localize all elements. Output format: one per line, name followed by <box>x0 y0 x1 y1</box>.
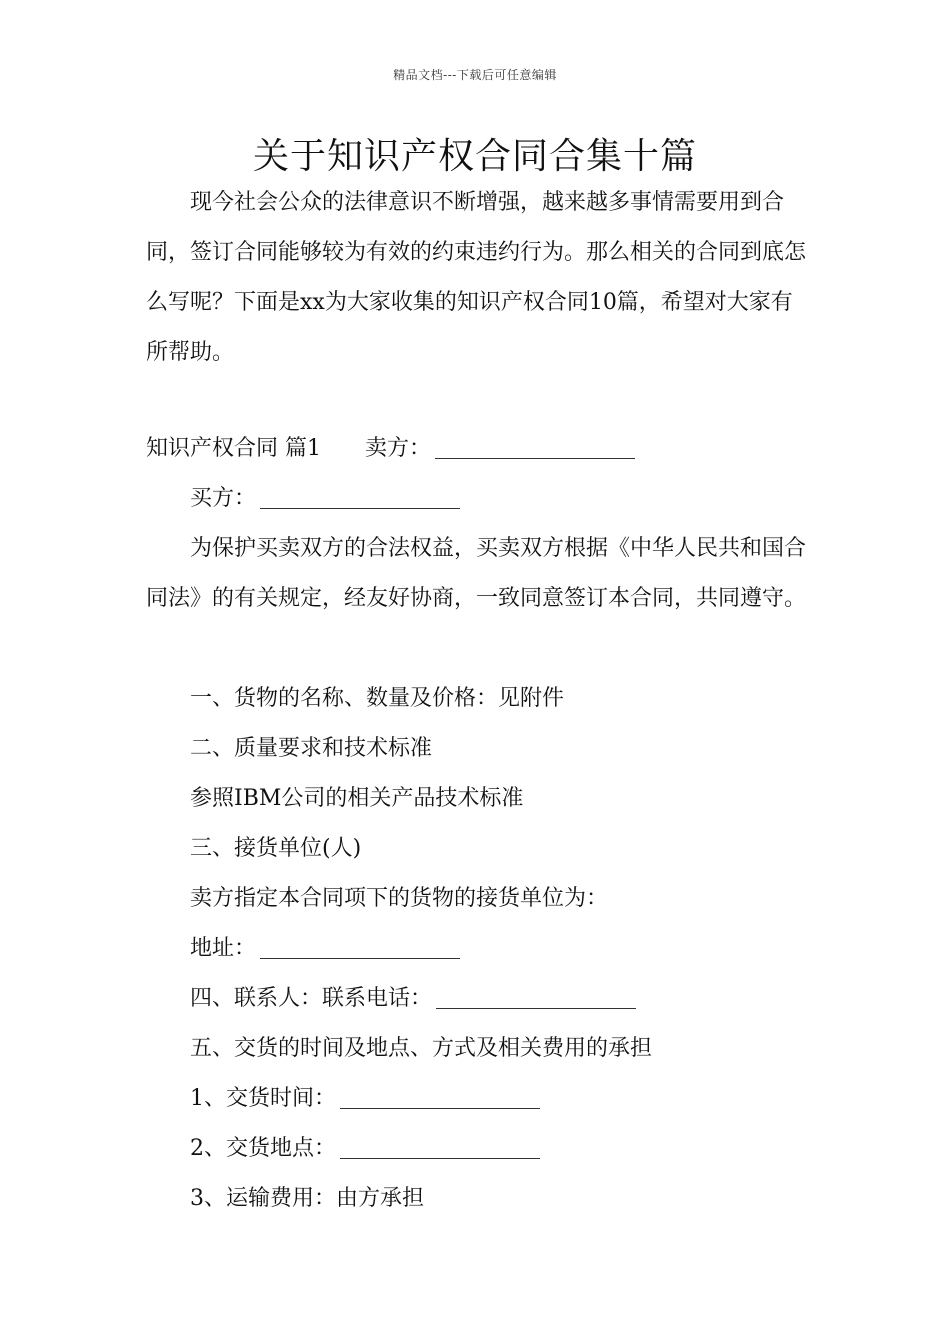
contact-label: 四、联系人：联系电话： <box>190 986 433 1011</box>
clause-3: 三、接货单位(人) <box>190 836 362 861</box>
clause-2: 二、质量要求和技术标准 <box>190 736 433 761</box>
buyer-blank <box>260 486 460 509</box>
transport-cost-line: 3、运输费用：由方承担 <box>190 1186 424 1211</box>
clause-3-detail: 卖方指定本合同项下的货物的接货单位为： <box>190 886 609 911</box>
address-line <box>190 924 460 974</box>
clause-2-detail: 参照IBM公司的相关产品技术标准 <box>190 786 524 811</box>
delivery-time-line <box>190 1074 540 1124</box>
delivery-place-line <box>190 1124 540 1174</box>
buyer-line <box>190 474 460 524</box>
seller-label: 卖方： <box>365 436 432 461</box>
document-title: 关于知识产权合同合集十篇 <box>252 136 697 177</box>
clause-1: 一、货物的名称、数量及价格：见附件 <box>190 686 565 711</box>
delivery-time-blank <box>340 1086 540 1109</box>
address-blank <box>260 936 460 959</box>
contact-phone-blank <box>436 986 636 1009</box>
buyer-label: 买方： <box>190 486 257 511</box>
address-label: 地址： <box>190 936 257 961</box>
delivery-place-blank <box>340 1136 540 1159</box>
delivery-time-label: 1、交货时间： <box>190 1086 336 1111</box>
clause-5: 五、交货的时间及地点、方式及相关费用的承担 <box>190 1036 653 1061</box>
contact-line <box>190 974 636 1024</box>
header-note: 精品文档---下载后可任意编辑 <box>393 68 557 82</box>
preamble-paragraph: 为保护买卖双方的合法权益，买卖双方根据《中华人民共和国合同法》的有关规定，经友好协商，一致同意签订本合同，共同遵守。 <box>146 536 807 611</box>
delivery-place-label: 2、交货地点： <box>190 1136 336 1161</box>
intro-paragraph: 现今社会公众的法律意识不断增强，越来越多事情需要用到合同，签订合同能够较为有效的约束违约行为。那么相关的合同到底怎么写呢？下面是xx为大家收集的知识产权合同10篇，希望对大家有所帮助。 <box>146 190 807 365</box>
section-1-heading-line <box>146 424 635 474</box>
section-1-heading: 知识产权合同 篇1 <box>146 436 321 461</box>
seller-blank <box>435 436 635 459</box>
